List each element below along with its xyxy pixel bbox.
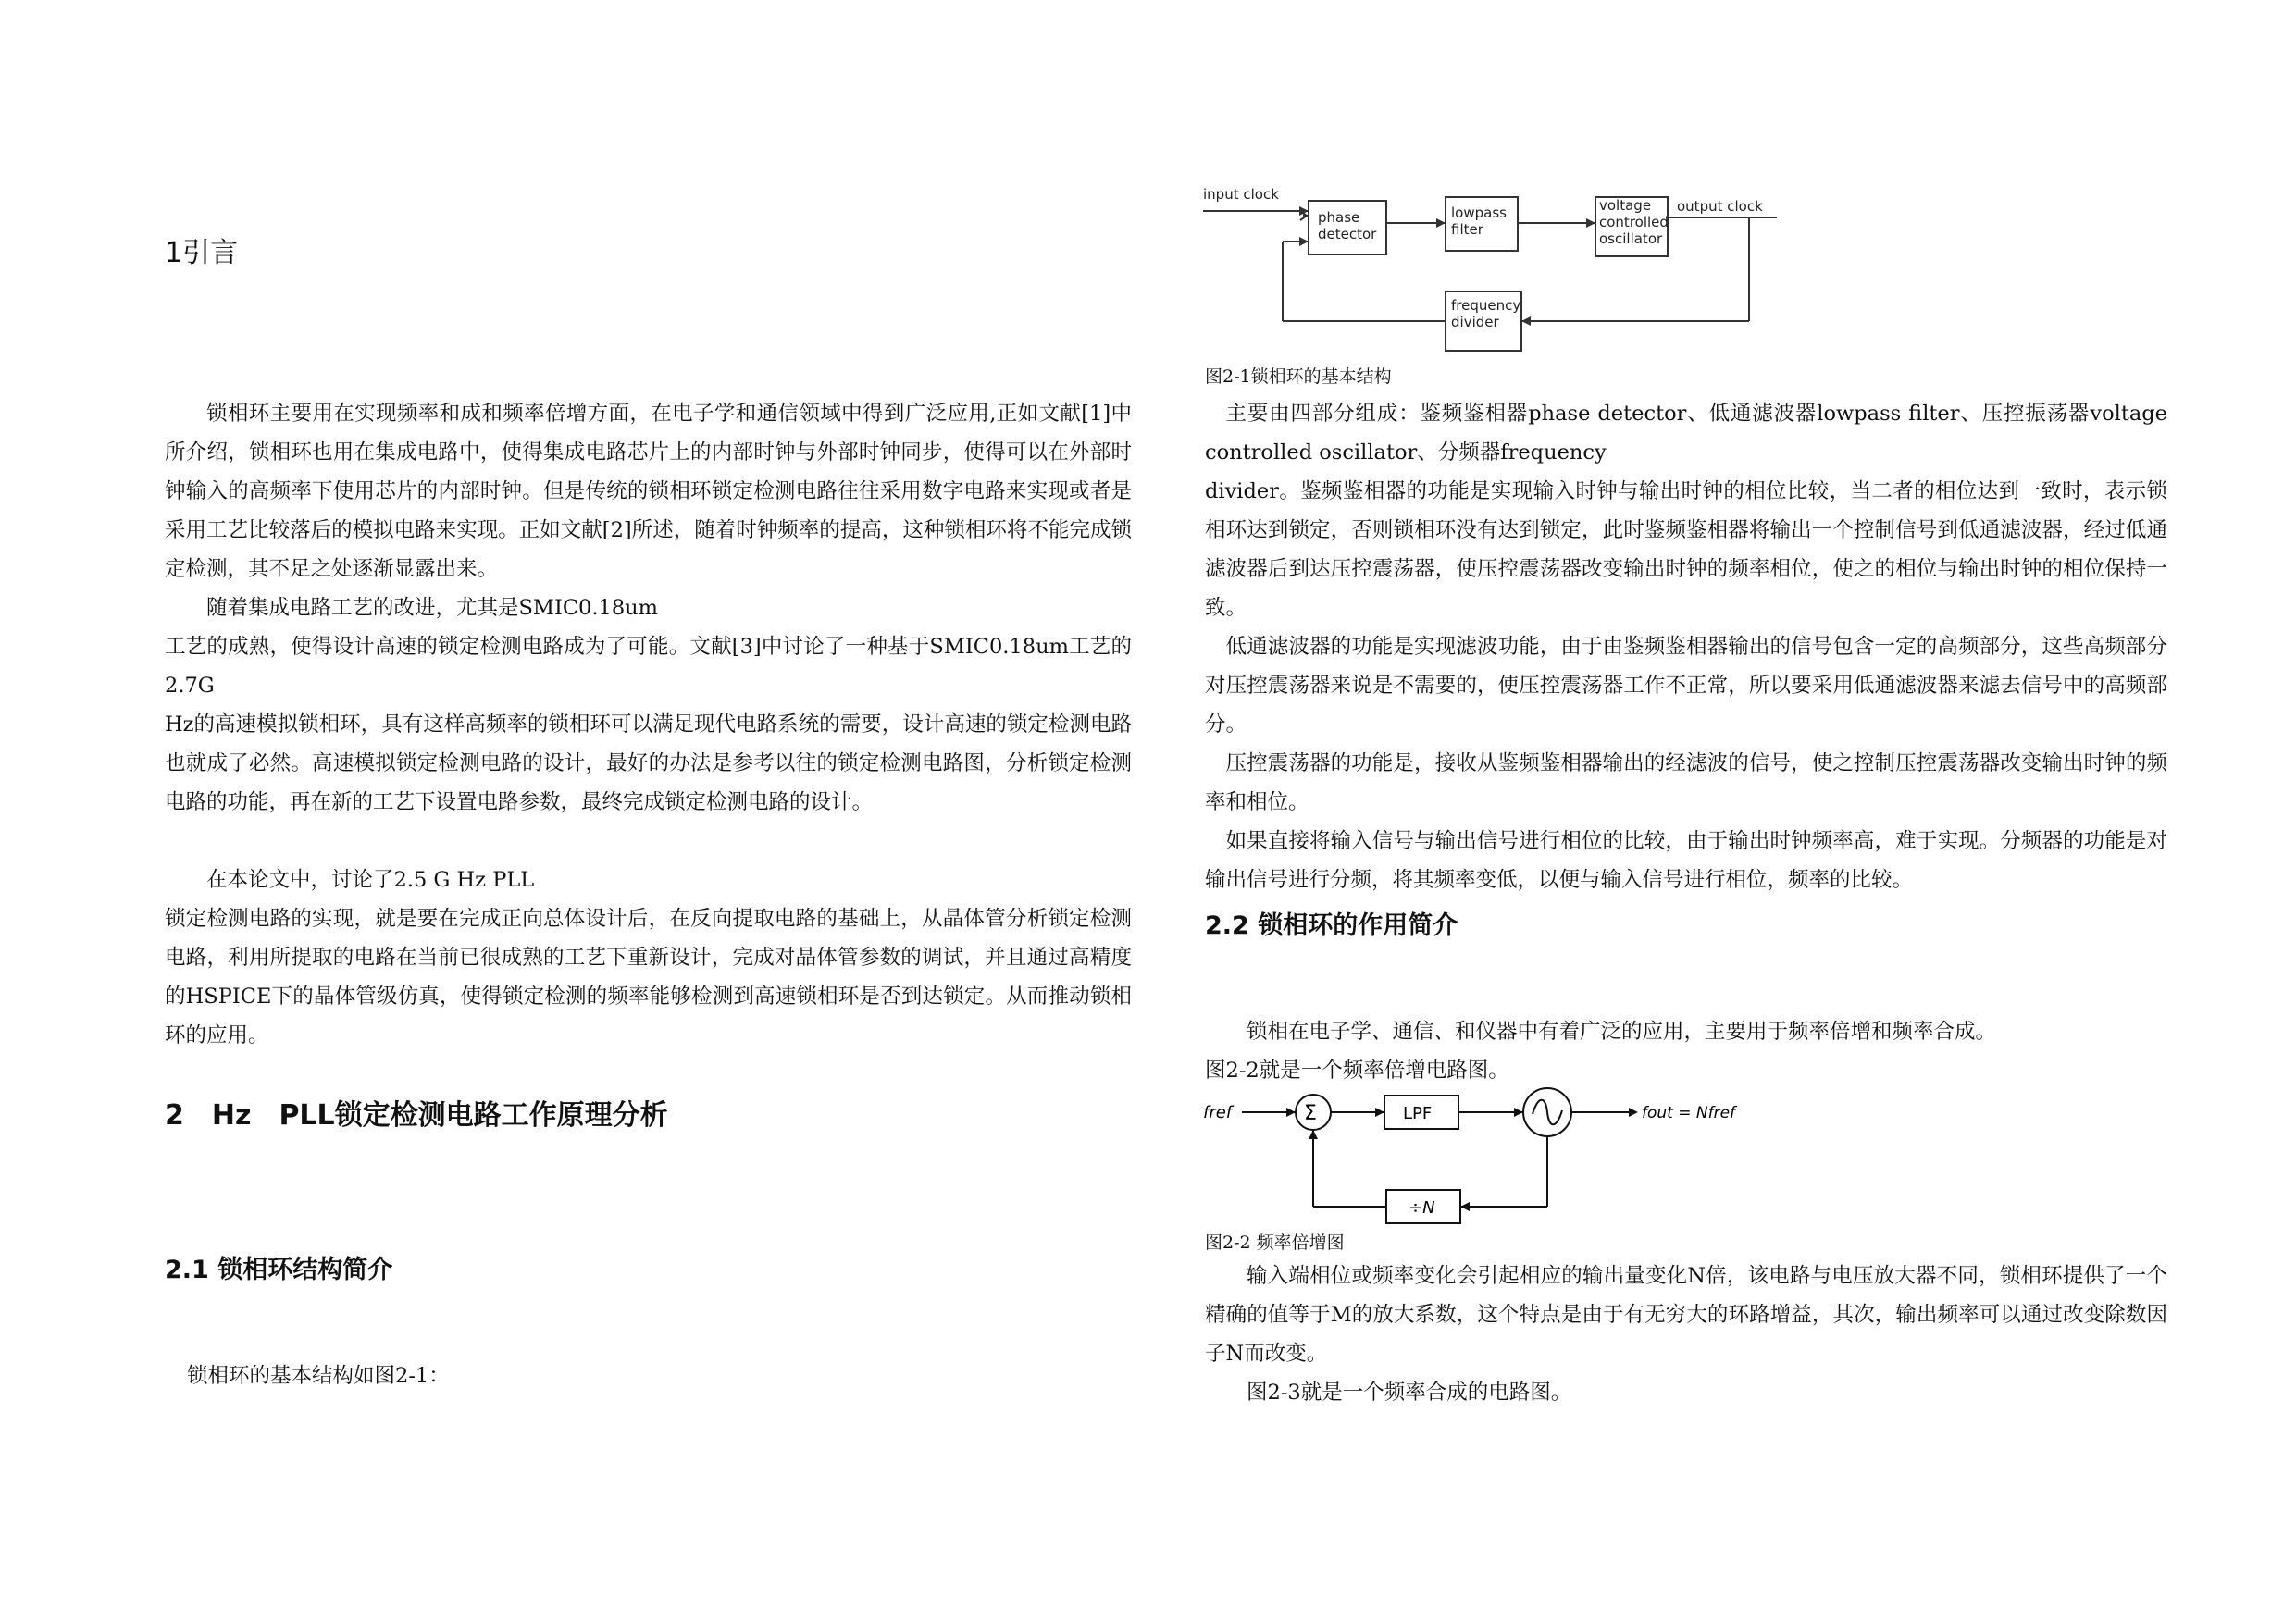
pd-label-2: detector xyxy=(1318,226,1377,242)
pll-block-diagram xyxy=(1203,180,1795,365)
lpf-label: LPF xyxy=(1403,1104,1433,1123)
lpf-label-2: filter xyxy=(1451,221,1483,238)
output-clock-label: output clock xyxy=(1677,198,1763,215)
vco-label-1: voltage xyxy=(1599,197,1652,214)
frequency-multiplier-diagram xyxy=(1203,1083,1758,1240)
div-label-2: divider xyxy=(1451,314,1499,330)
intro-paragraph-2a: 随着集成电路工艺的改进，尤其是SMIC0.18um xyxy=(206,596,658,620)
intro-paragraph-3a: 在本论文中，讨论了2.5 G Hz PLL xyxy=(206,868,535,892)
pd-label-1: phase xyxy=(1318,209,1360,226)
figure-2-1-caption: 图2-1锁相环的基本结构 xyxy=(1205,366,1392,387)
vco-paragraph: 压控震荡器的功能是，接收从鉴频鉴相器输出的经滤波的信号，使之控制压控震荡器改变输出时钟的频率和相位。 xyxy=(1205,751,2167,814)
section-2-heading: 2 Hz PLL锁定检测电路工作原理分析 xyxy=(165,1099,668,1132)
figure-2-2-caption: 图2-2 频率倍增图 xyxy=(1205,1233,1345,1253)
vco-label-3: oscillator xyxy=(1599,230,1663,247)
div-label-1: frequency xyxy=(1451,297,1521,314)
gain-paragraph: 输入端相位或频率变化会引起相应的输出量变化N倍，该电路与电压放大器不同，锁相环提供了一个精确的值等于M的放大系数，这个特点是由于有无穷大的环路增益，其次，输出频率可以通过改变除数因子N而改变。 xyxy=(1205,1264,2167,1366)
input-clock-label: input clock xyxy=(1203,186,1279,203)
sigma-symbol: Σ xyxy=(1304,1102,1317,1125)
structure-intro-text: 锁相环的基本结构如图2-1： xyxy=(187,1364,450,1388)
composition-paragraph: 主要由四部分组成：鉴频鉴相器phase detector、低通滤波器lowpass filter、压控振荡器voltage controlled oscillator、分频器frequency xyxy=(1205,402,2167,465)
lpf-paragraph: 低通滤波器的功能是实现滤波功能，由于由鉴频鉴相器输出的信号包含一定的高频部分，这些高频部分对压控震荡器来说是不需要的，使压控震荡器工作不正常，所以要采用低通滤波器来滤去信号中的高频部分。 xyxy=(1205,635,2167,737)
phase-detector-paragraph: divider。鉴频鉴相器的功能是实现输入时钟与输出时钟的相位比较，当二者的相位达到一致时，表示锁相环达到锁定，否则锁相环没有达到锁定，此时鉴频鉴相器将输出一个控制信号到低通滤波器，经过低通滤波器后到达压控震荡器，使压控震荡器改变输出时钟的频率相位，使之的相位与输出时钟的相位保持一致。 xyxy=(1205,479,2167,620)
intro-paragraph-3b: 锁定检测电路的实现，就是要在完成正向总体设计后，在反向提取电路的基础上，从晶体管分析锁定检测电路，利用所提取的电路在当前已很成熟的工艺下重新设计，完成对晶体管参数的调试，并且通过高精度的HSPICE下的晶体管级仿真，使得锁定检测的频率能够检测到高速锁相环是否到达锁定。从而推动锁相环的应用。 xyxy=(165,907,1132,1047)
lpf-label-1: lowpass xyxy=(1451,204,1507,221)
section-2-1-heading: 2.1 锁相环结构简介 xyxy=(165,1256,393,1284)
vco-label-2: controlled xyxy=(1599,214,1669,230)
fref-label: fref xyxy=(1203,1103,1233,1122)
section-2-2-heading: 2.2 锁相环的作用简介 xyxy=(1205,911,1458,940)
intro-paragraph-2c: Hz的高速模拟锁相环，具有这样高频率的锁相环可以满足现代电路系统的需要，设计高速的锁定检测电路也就成了必然。高速模拟锁定检测电路的设计，最好的办法是参考以往的锁定检测电路图，分析锁定检测电路的功能，再在新的工艺下设置电路参数，最终完成锁定检测电路的设计。 xyxy=(165,712,1132,814)
section-1-heading: 1引言 xyxy=(165,237,239,269)
divider-paragraph: 如果直接将输入信号与输出信号进行相位的比较，由于输出时钟频率高，难于实现。分频器的功能是对输出信号进行分频，将其频率变低，以便与输入信号进行相位，频率的比较。 xyxy=(1205,829,2167,892)
application-paragraph: 锁相在电子学、通信、和仪器中有着广泛的应用，主要用于频率倍增和频率合成。 xyxy=(1247,1020,1997,1044)
intro-paragraph-1: 锁相环主要用在实现频率和成和频率倍增方面，在电子学和通信领域中得到广泛应用,正如文献[1]中所介绍，锁相环也用在集成电路中，使得集成电路芯片上的内部时钟与外部时钟同步，使得可以在外部时钟输入的高频率下使用芯片的内部时钟。但是传统的锁相环锁定检测电路往往采用数字电路来实现或者是采用工艺比较落后的模拟电路来实现。正如文献[2]所述，随着时钟频率的提高，这种锁相环将不能完成锁定检测，其不足之处逐渐显露出来。 xyxy=(165,402,1132,581)
fout-label: fout = Nfref xyxy=(1642,1104,1736,1122)
figure-2-2-intro: 图2-2就是一个频率倍增电路图。 xyxy=(1205,1059,1509,1083)
intro-paragraph-2b: 工艺的成熟，使得设计高速的锁定检测电路成为了可能。文献[3]中讨论了一种基于SMIC0.18um工艺的2.7G xyxy=(165,635,1132,698)
divide-n-label: ÷N xyxy=(1409,1198,1435,1218)
figure-2-3-intro: 图2-3就是一个频率合成的电路图。 xyxy=(1247,1381,1572,1405)
